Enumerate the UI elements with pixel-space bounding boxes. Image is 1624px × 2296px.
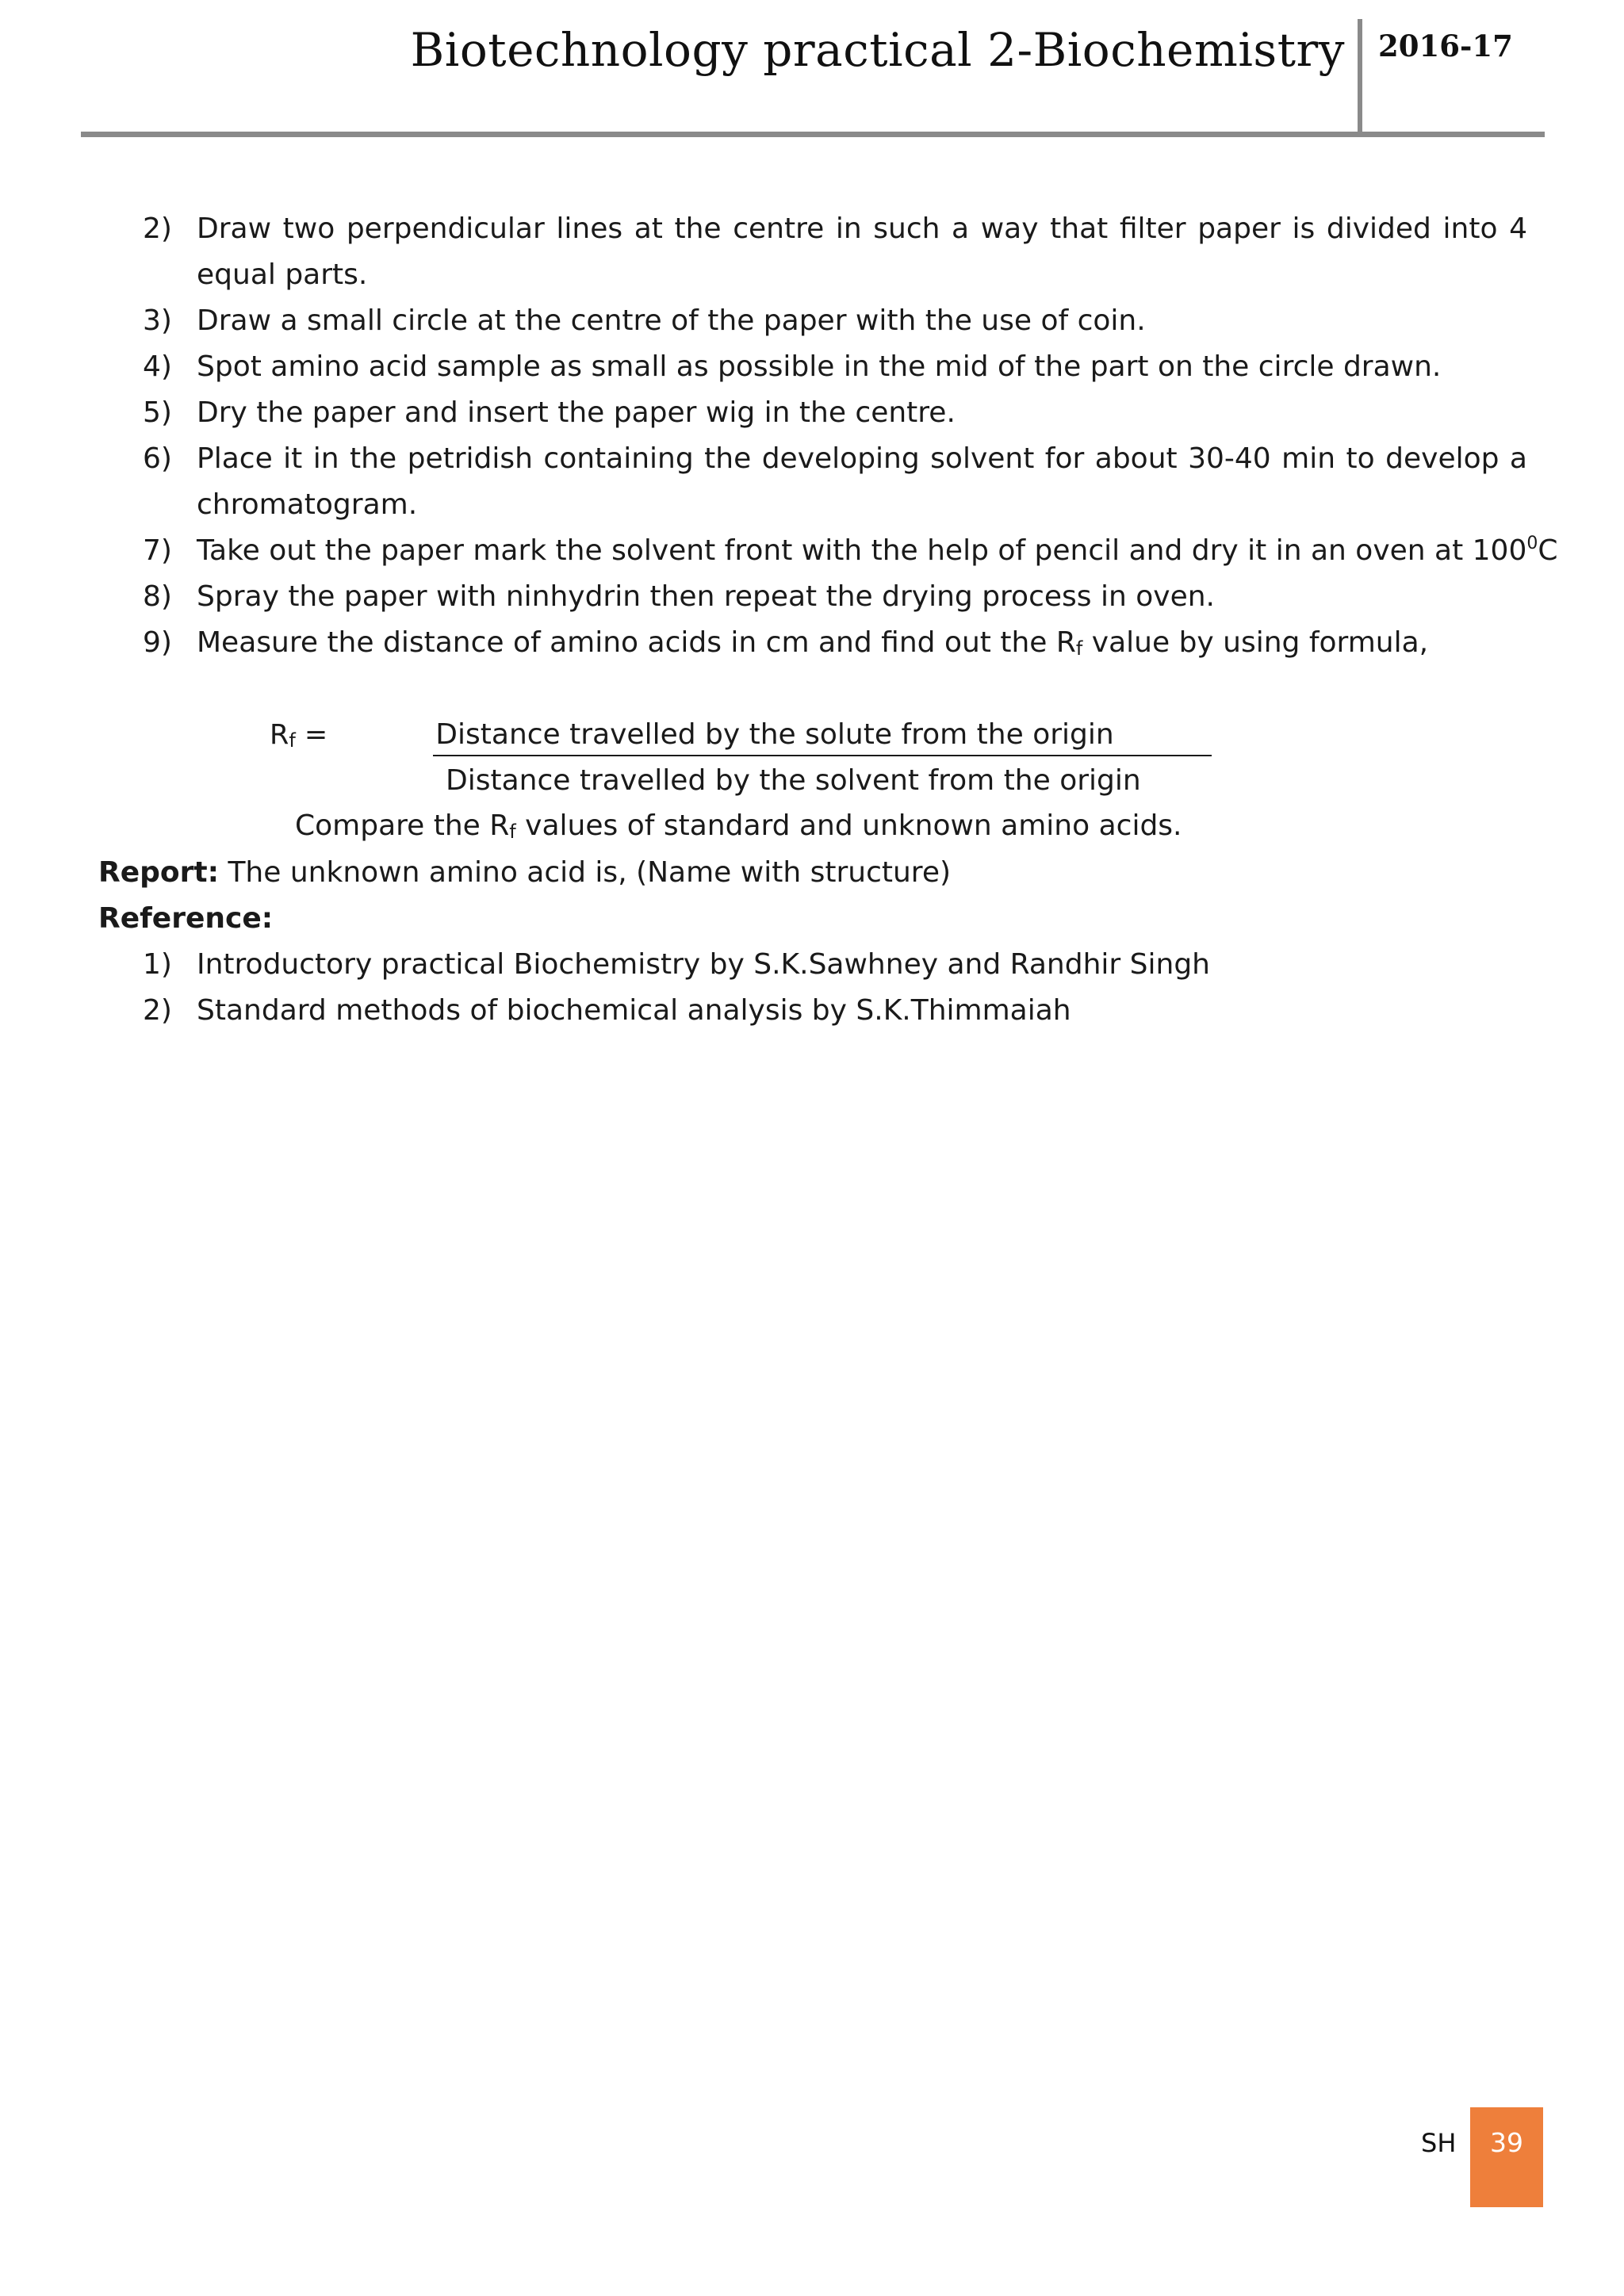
footer-initials: SH [1421,2128,1457,2158]
reference-item [143,988,1071,1034]
procedure-step-5 [143,390,1527,436]
step-text [197,528,1558,574]
step-number: 6) [143,442,172,475]
step-text: Spot amino acid sample as small as possible in the mid of the part on the circle drawn. [197,350,1442,383]
page-number-badge: 39 [1470,2107,1543,2207]
step-text [197,620,1527,666]
compare-text-start: Compare the R [295,809,510,842]
procedure-step-2 [143,206,1527,298]
compare-instruction [295,803,1182,849]
procedure-step-6 [143,436,1527,528]
rf-subscript: f [509,821,516,843]
step-number: 3) [143,304,172,337]
procedure-step-9 [143,620,1527,666]
step-text: Draw a small circle at the centre of the paper with the use of coin. [197,304,1146,337]
reference-number: 2) [143,994,172,1027]
header-vertical-divider [1358,19,1362,135]
procedure-step-4 [143,344,1527,390]
step-text: Draw two perpendicular lines at the centre in such a way that filter paper is divided into 4 equal parts. [197,212,1527,291]
procedure-step-3 [143,298,1527,344]
step-text-main: Take out the paper mark the solvent front with the help of pencil and dry it in an oven at 100 [197,534,1527,567]
degree-superscript: 0 [1526,534,1538,553]
step-text: Place it in the petridish containing the developing solvent for about 30-40 min to develop a chromatogram. [197,442,1527,521]
page-header-title: Biotechnology practical 2-Biochemistry [410,23,1345,77]
formula-numerator-text: Distance travelled by the solute from the origin [435,718,1114,751]
reference-text: Standard methods of biochemical analysis by S.K.Thimmaiah [197,994,1071,1027]
procedure-step-7 [143,528,1558,574]
reference-item [143,942,1210,988]
procedure-step-8 [143,574,1527,620]
step-number: 8) [143,580,172,613]
formula-f-subscript: f [289,729,296,752]
rf-subscript: f [1075,637,1083,660]
page-header-year: 2016-17 [1378,29,1513,63]
step-text: Spray the paper with ninhydrin then repeat the drying process in oven. [197,580,1215,613]
reference-text: Introductory practical Biochemistry by S.K.Sawhney and Randhir Singh [197,948,1210,981]
formula-r: R [270,719,289,751]
step-text-unit: C [1538,534,1558,567]
step-text: Dry the paper and insert the paper wig in the centre. [197,396,956,429]
report-line [98,850,951,896]
step-text-main: Measure the distance of amino acids in cm and find out the R [197,626,1076,659]
step-number: 4) [143,350,172,383]
compare-text-end: values of standard and unknown amino acids. [515,809,1182,842]
step-number: 2) [143,212,172,245]
formula-denominator: Distance travelled by the solvent from the origin [446,764,1141,797]
formula-rf-label [270,712,327,758]
report-label: Report: [98,856,219,889]
header-horizontal-rule [81,132,1545,137]
reference-heading: Reference: [98,902,274,935]
reference-number: 1) [143,948,172,981]
report-text: The unknown amino acid is, (Name with structure) [219,856,952,889]
step-number: 5) [143,396,172,429]
formula-numerator [433,712,1212,756]
step-text-rest: value by using formula, [1082,626,1429,659]
formula-equals: = [295,719,328,751]
step-number: 7) [143,534,172,567]
step-number: 9) [143,626,172,659]
